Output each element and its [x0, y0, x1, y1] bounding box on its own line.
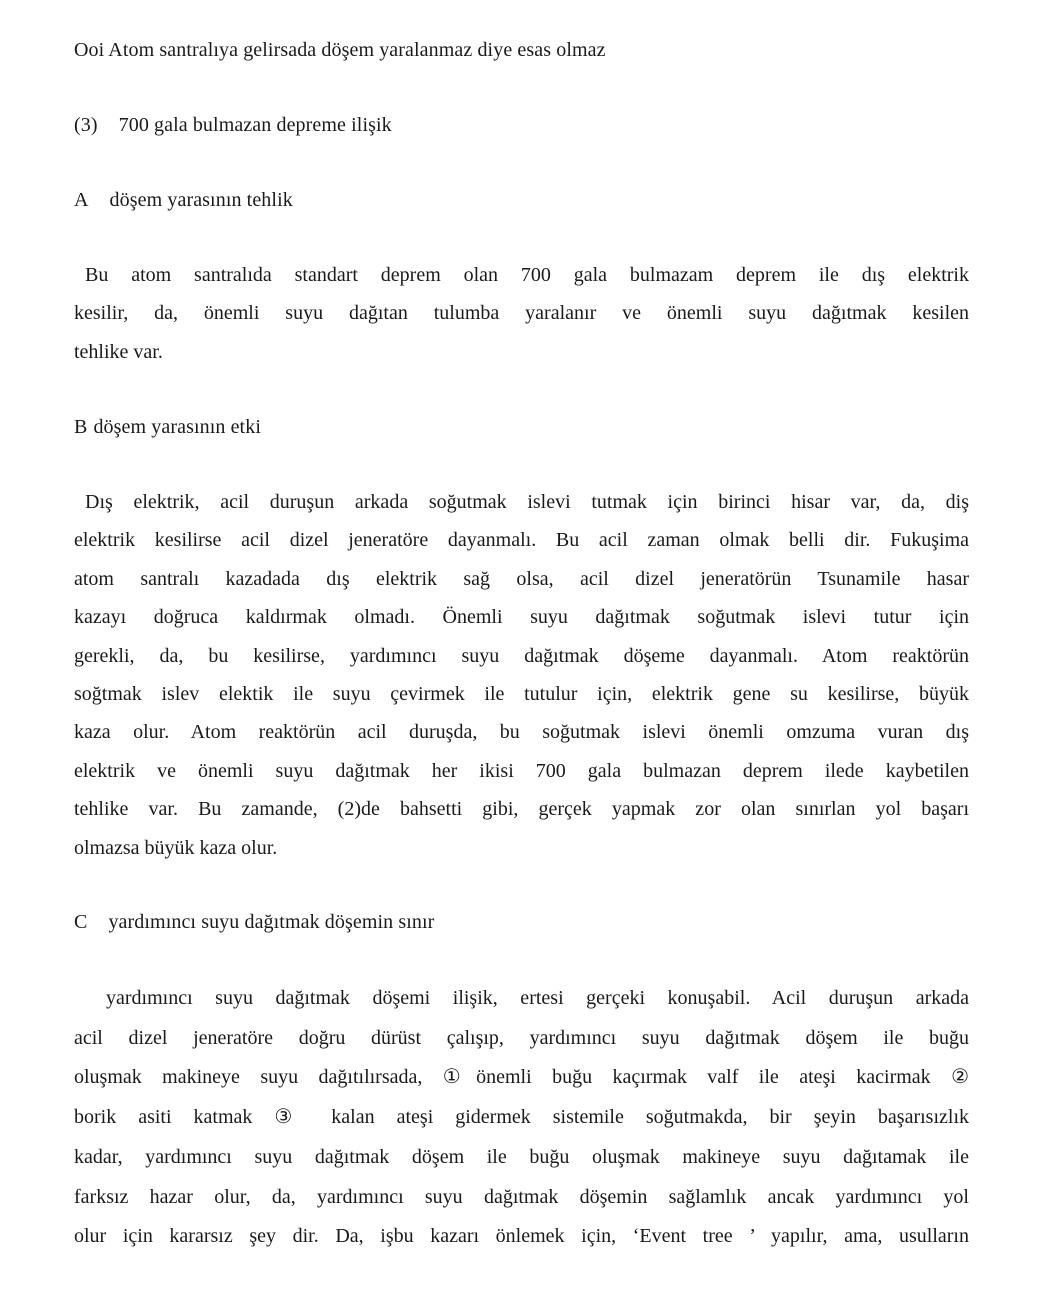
paragraph-line: olur için kararsız şey dir. Da, işbu kazarı önlemek için, ‘Event tree ’ yapılır, ama, usulların: [74, 1225, 969, 1248]
paragraph-line: kaza olur. Atom reaktörün acil duruşda, bu soğutmak islevi önemli omzuma vuran dış: [74, 721, 969, 744]
paragraph-line: kesilir, da, önemli suyu dağıtan tulumba yaralanır ve önemli suyu dağıtmak kesilen: [74, 302, 969, 325]
paragraph-line: atom santralı kazadada dış elektrik sağ olsa, acil dizel jeneratörün Tsunamile hasar: [74, 567, 969, 590]
subsection-a-heading: [74, 181, 293, 219]
paragraph-line: Dış elektrik, acil duruşun arkada soğutmak islevi tutmak için birinci hisar var, da, diş: [85, 491, 969, 513]
section-title: 700 gala bulmazan depreme ilişik: [118, 114, 392, 136]
subsection-c-paragraph: [74, 979, 969, 1257]
subsection-a-paragraph: [74, 256, 969, 371]
paragraph-line: gerekli, da, bu kesilirse, yardımıncı suyu dağıtmak döşeme dayanmalı. Atom reaktörün: [74, 644, 969, 667]
paragraph-line: oluşmak makineye suyu dağıtılırsada, ①önemli buğu kaçırmak valf ile ateşi kacirmak ②: [74, 1066, 969, 1089]
paragraph-line: tehlike var. Bu zamande, (2)de bahsetti gibi, gerçek yapmak zor olan sınırlan yol başarı: [74, 798, 969, 821]
paragraph-line: elektrik kesilirse acil dizel jeneratöre dayanmalı. Bu acil zaman olmak belli dir. Fukuşima: [74, 529, 969, 552]
paragraph-line: elektrik ve önemli suyu dağıtmak her ikisi 700 gala bulmazan deprem ilede kaybetilen: [74, 759, 969, 782]
paragraph-line: kadar, yardımıncı suyu dağıtmak döşem ile buğu oluşmak makineye suyu dağıtamak ile: [74, 1145, 969, 1168]
subsection-b-heading: [74, 408, 261, 446]
paragraph-line: borik asiti katmak ③ kalan ateşi gidermek sistemile soğutmakda, bir şeyin başarısızlık: [74, 1106, 969, 1129]
subsection-letter: B: [74, 416, 88, 438]
paragraph-line: soğtmak islev elektik ile suyu çevirmek ile tutulur için, elektrik gene su kesilirse, büyük: [74, 683, 969, 706]
paragraph-line: yardımıncı suyu dağıtmak döşemi ilişik, ertesi gerçeki konuşabil. Acil duruşun arkada: [106, 987, 969, 1009]
subsection-letter: C: [74, 911, 88, 933]
paragraph-line: farksız hazar olur, da, yardımıncı suyu dağıtmak döşemin sağlamlık ancak yardımıncı yol: [74, 1185, 969, 1208]
paragraph-line: olmazsa büyük kaza olur.: [74, 836, 278, 859]
subsection-letter: A: [74, 189, 89, 211]
subsection-c-heading: [74, 903, 434, 941]
section-3-heading: [74, 106, 392, 144]
subsection-title: yardımıncı suyu dağıtmak döşemin sınır: [108, 911, 435, 933]
intro-line: Ooi Atom santralıya gelirsada döşem yaralanmaz diye esas olmaz: [74, 39, 606, 61]
paragraph-line: kazayı doğruca kaldırmak olmadı. Önemli suyu dağıtmak soğutmak islevi tutur için: [74, 606, 969, 629]
subsection-title: döşem yarasının etki: [93, 416, 261, 438]
paragraph-line: tehlike var.: [74, 340, 163, 363]
section-number: (3): [74, 114, 98, 136]
subsection-title: döşem yarasının tehlik: [109, 189, 293, 211]
paragraph-line: Bu atom santralıda standart deprem olan 700 gala bulmazam deprem ile dış elektrik: [85, 264, 969, 286]
subsection-b-paragraph: [74, 483, 969, 867]
paragraph-line: acil dizel jeneratöre doğru dürüst çalışıp, yardımıncı suyu dağıtmak döşem ile buğu: [74, 1026, 969, 1049]
